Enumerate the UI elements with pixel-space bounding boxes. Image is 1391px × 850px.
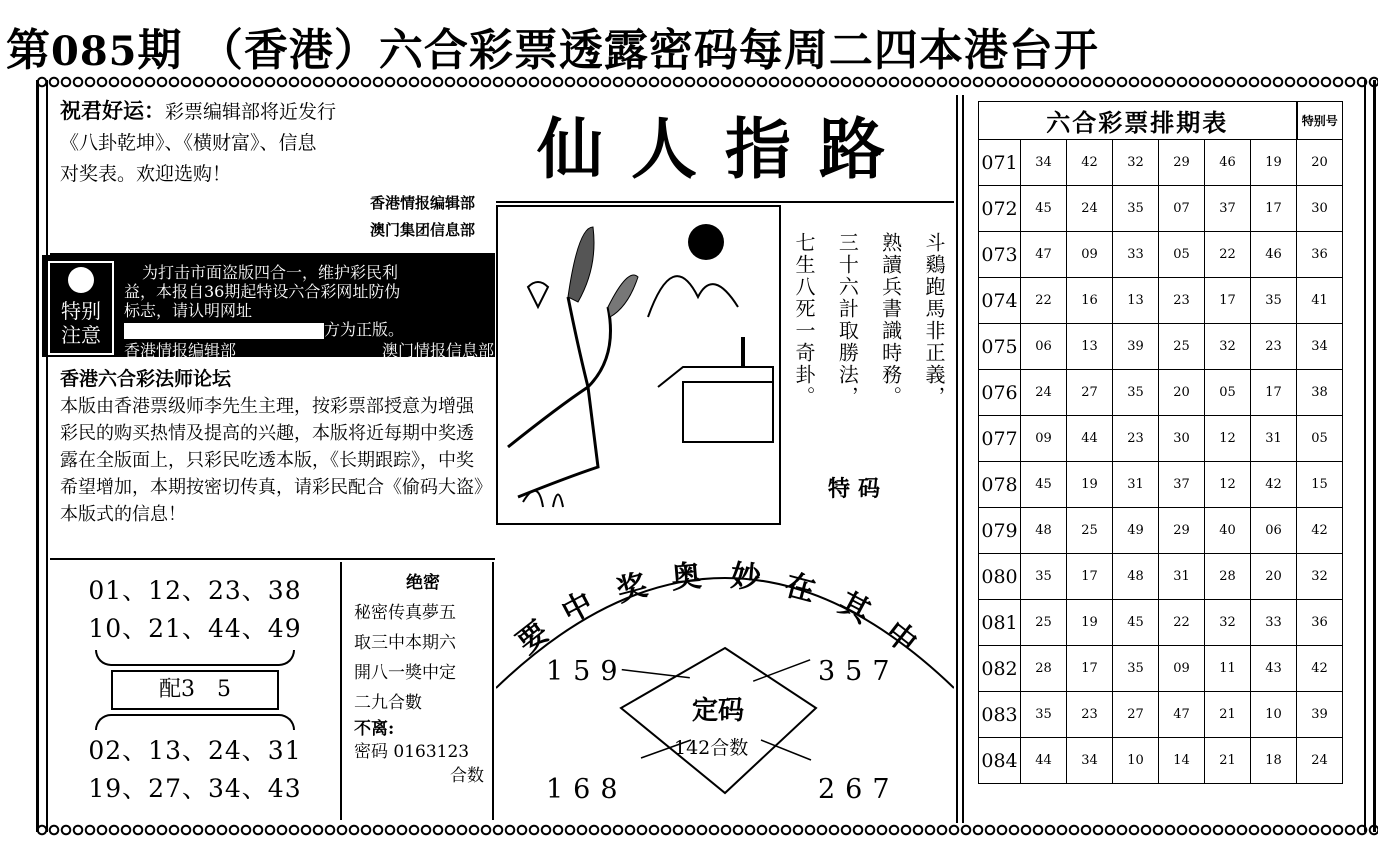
number-cell: 29 — [1159, 508, 1205, 554]
number-cell: 13 — [1067, 324, 1113, 370]
number-cell: 32 — [1113, 140, 1159, 186]
number-cell: 06 — [1021, 324, 1067, 370]
notice-text — [124, 263, 494, 360]
url-blank — [124, 323, 324, 339]
special-number-cell: 32 — [1297, 554, 1343, 600]
number-cell: 44 — [1021, 738, 1067, 784]
masthead-title: 仙人指路 — [496, 95, 954, 203]
issue-cell: 081 — [979, 600, 1021, 646]
schedule-panel — [968, 95, 1360, 823]
poem — [785, 232, 953, 462]
issue-cell: 082 — [979, 646, 1021, 692]
number-cell: 24 — [1067, 186, 1113, 232]
special-number-cell: 38 — [1297, 370, 1343, 416]
column-divider — [956, 95, 964, 823]
forum-body: 本版由香港票级师李先生主理，按彩票部授意为增强彩民的购买热情及提高的兴趣，本版将近每期中奖透露在全版面上，只彩民吃透本版，《长期跟踪》，中奖希望增加，本期按密切传真，请彩民配合《偷码大盗》本版式的信息！ — [60, 396, 483, 525]
number-cell: 19 — [1067, 462, 1113, 508]
tree-trunk — [508, 297, 611, 497]
number-cell: 47 — [1159, 692, 1205, 738]
numbers-row3: 02、13、24、31 — [88, 736, 302, 765]
schedule-row — [979, 646, 1343, 692]
secret-panel — [344, 562, 494, 820]
special-number-cell: 20 — [1297, 140, 1343, 186]
left-border — [36, 80, 48, 832]
number-cell: 19 — [1251, 140, 1297, 186]
number-cell: 17 — [1067, 646, 1113, 692]
slogan-char-1: 要 — [510, 614, 556, 661]
slogan-char-6: 在 — [781, 567, 820, 610]
special-number-cell: 30 — [1297, 186, 1343, 232]
tree-house-illustration — [498, 207, 779, 523]
schedule-row — [979, 324, 1343, 370]
number-cell: 23 — [1113, 416, 1159, 462]
schedule-row — [979, 186, 1343, 232]
issue-cell: 073 — [979, 232, 1021, 278]
number-cell: 35 — [1021, 692, 1067, 738]
moon-icon — [688, 224, 724, 260]
leaf-2 — [608, 275, 638, 317]
greeting-line1: 彩票编辑部将近发行 — [165, 101, 337, 123]
number-cell: 22 — [1159, 600, 1205, 646]
special-notice — [42, 255, 495, 360]
number-cell: 14 — [1159, 738, 1205, 784]
number-cell: 12 — [1205, 416, 1251, 462]
schedule-row — [979, 416, 1343, 462]
number-cell: 13 — [1113, 278, 1159, 324]
slogan-char-5: 妙 — [729, 558, 763, 597]
right-border — [1364, 80, 1376, 832]
number-cell: 12 — [1205, 462, 1251, 508]
number-cell: 34 — [1021, 140, 1067, 186]
number-cell: 46 — [1251, 232, 1297, 278]
secret-l6: 密码 0163123 — [354, 742, 470, 762]
issue-cell: 084 — [979, 738, 1021, 784]
issue-cell: 072 — [979, 186, 1021, 232]
arc-section — [496, 528, 954, 820]
number-cell: 17 — [1067, 554, 1113, 600]
schedule-row — [979, 508, 1343, 554]
number-cell: 33 — [1251, 600, 1297, 646]
special-number-cell: 34 — [1297, 324, 1343, 370]
bottom-wave-border — [36, 824, 1378, 836]
pair-box: 配3 5 — [111, 670, 279, 710]
number-cell: 22 — [1021, 278, 1067, 324]
greeting-line3: 对奖表。欢迎选购！ — [60, 163, 232, 185]
number-cell: 32 — [1205, 324, 1251, 370]
poem-col2: 熟讀兵書識時務。 — [878, 232, 903, 408]
number-cell: 25 — [1067, 508, 1113, 554]
number-cell: 31 — [1113, 462, 1159, 508]
notice-line2: 益，本报自36期起特设六合彩网址防伪 — [124, 282, 401, 301]
schedule-table — [978, 101, 1343, 784]
schedule-row — [979, 232, 1343, 278]
issue-cell: 078 — [979, 462, 1021, 508]
secret-title: 绝密 — [406, 573, 440, 593]
corner-br: 267 — [818, 774, 900, 805]
forum-title: 香港六合彩法师论坛 — [60, 368, 232, 390]
number-cell: 32 — [1205, 600, 1251, 646]
numbers-row4: 19、27、34、43 — [88, 774, 302, 803]
number-cell: 35 — [1113, 646, 1159, 692]
bulb-icon — [68, 267, 94, 293]
number-cell: 37 — [1205, 186, 1251, 232]
issue-cell: 083 — [979, 692, 1021, 738]
schedule-row — [979, 462, 1343, 508]
number-cell: 17 — [1251, 370, 1297, 416]
poem-col4: 七生八死一奇卦。 — [792, 232, 816, 408]
slogan-char-8: 中 — [878, 614, 924, 661]
number-cell: 35 — [1251, 278, 1297, 324]
notice-line4 — [124, 320, 494, 339]
greeting-line2: 《八卦乾坤》、《横财富》、信息 — [60, 132, 317, 154]
greeting-label: 祝君好运： — [60, 98, 165, 123]
number-cell: 05 — [1205, 370, 1251, 416]
secret-l7: 合数 — [450, 766, 484, 786]
number-cell: 21 — [1205, 738, 1251, 784]
number-cell: 16 — [1067, 278, 1113, 324]
special-number-cell: 36 — [1297, 600, 1343, 646]
issue-prefix: 第 — [6, 25, 51, 76]
headline-title: （香港）六合彩票透露密码每周二四本港台开 — [198, 25, 1099, 76]
issue-cell: 071 — [979, 140, 1021, 186]
top-wave-border — [36, 76, 1378, 88]
schedule-row — [979, 692, 1343, 738]
secret-l3: 開八一獎中定 — [354, 663, 456, 683]
issue-cell: 074 — [979, 278, 1021, 324]
number-cell: 40 — [1205, 508, 1251, 554]
number-cell: 29 — [1159, 140, 1205, 186]
number-cell: 23 — [1067, 692, 1113, 738]
number-cell: 35 — [1021, 554, 1067, 600]
brace-up — [95, 714, 295, 730]
number-cell: 22 — [1205, 232, 1251, 278]
number-cell: 21 — [1205, 692, 1251, 738]
poem-col1: 斗鷄跑馬非正義， — [921, 232, 946, 408]
number-cell: 10 — [1113, 738, 1159, 784]
special-number-cell: 24 — [1297, 738, 1343, 784]
corner-bl: 168 — [546, 774, 628, 805]
issue-cell: 076 — [979, 370, 1021, 416]
number-cell: 46 — [1205, 140, 1251, 186]
number-cell: 48 — [1021, 508, 1067, 554]
schedule-row — [979, 370, 1343, 416]
number-cell: 24 — [1021, 370, 1067, 416]
number-cell: 05 — [1159, 232, 1205, 278]
mountain-line — [648, 276, 738, 317]
house-roof — [658, 367, 773, 387]
number-cell: 28 — [1021, 646, 1067, 692]
number-cell: 25 — [1159, 324, 1205, 370]
issue-suffix: 期 — [137, 25, 183, 76]
number-cell: 44 — [1067, 416, 1113, 462]
corner-tr: 357 — [818, 656, 900, 687]
special-label: 特别号 — [1297, 102, 1343, 140]
special-number-cell: 15 — [1297, 462, 1343, 508]
number-cell: 17 — [1251, 186, 1297, 232]
grass — [523, 491, 563, 507]
numbers-row2: 10、21、44、49 — [88, 614, 302, 643]
number-cell: 25 — [1021, 600, 1067, 646]
number-cell: 35 — [1113, 186, 1159, 232]
number-cell: 27 — [1113, 692, 1159, 738]
brace-down — [95, 650, 295, 666]
greeting-sign2: 澳门集团信息部 — [369, 221, 475, 239]
number-cell: 09 — [1159, 646, 1205, 692]
number-cell: 28 — [1205, 554, 1251, 600]
number-cell: 33 — [1113, 232, 1159, 278]
slogan-char-2: 中 — [556, 585, 600, 631]
schedule-header — [979, 102, 1343, 140]
corner-tl: 159 — [546, 656, 628, 687]
number-cell: 10 — [1251, 692, 1297, 738]
notice-side-bottom: 注意 — [61, 323, 101, 347]
notice-side-top: 特别 — [61, 299, 101, 323]
number-cell: 07 — [1159, 186, 1205, 232]
number-cell: 34 — [1067, 738, 1113, 784]
secret-l4: 二九合數 — [354, 693, 422, 713]
number-cell: 37 — [1159, 462, 1205, 508]
leaf-1 — [568, 227, 594, 302]
notice-line3: 标志，请认明网址 — [124, 301, 253, 320]
notice-side-label — [48, 261, 114, 355]
slogan-char-7: 其 — [832, 585, 876, 631]
number-cell: 20 — [1251, 554, 1297, 600]
schedule-row — [979, 738, 1343, 784]
number-cell: 23 — [1159, 278, 1205, 324]
notice-line4-suffix: 方为正版。 — [324, 320, 405, 339]
number-cell: 47 — [1021, 232, 1067, 278]
headline — [6, 14, 1391, 76]
number-cell: 42 — [1067, 140, 1113, 186]
illustration — [496, 205, 781, 525]
poem-col3: 三十六計取勝法， — [835, 232, 860, 408]
number-cell: 06 — [1251, 508, 1297, 554]
number-cell: 19 — [1067, 600, 1113, 646]
special-number-cell: 41 — [1297, 278, 1343, 324]
center-sub: 142合数 — [674, 737, 749, 759]
greeting-panel — [50, 95, 495, 255]
tema-label: 特码 — [828, 476, 889, 502]
issue-cell: 079 — [979, 508, 1021, 554]
number-cell: 11 — [1205, 646, 1251, 692]
house-wall — [683, 382, 773, 442]
numbers-row1: 01、12、23、38 — [88, 576, 302, 605]
number-cell: 42 — [1251, 462, 1297, 508]
issue-cell: 075 — [979, 324, 1021, 370]
number-cell: 45 — [1021, 462, 1067, 508]
number-cell: 23 — [1251, 324, 1297, 370]
number-cell: 20 — [1159, 370, 1205, 416]
number-cell: 18 — [1251, 738, 1297, 784]
number-cell: 43 — [1251, 646, 1297, 692]
notice-line1: 为打击市面盗版四合一，维护彩民利 — [142, 263, 399, 282]
number-cell: 17 — [1205, 278, 1251, 324]
number-cell: 31 — [1159, 554, 1205, 600]
number-cell: 30 — [1159, 416, 1205, 462]
special-number-cell: 05 — [1297, 416, 1343, 462]
schedule-row — [979, 140, 1343, 186]
schedule-row — [979, 278, 1343, 324]
notice-footer — [124, 341, 494, 360]
secret-l5: 不离: — [354, 719, 395, 739]
number-cell: 31 — [1251, 416, 1297, 462]
schedule-title: 六合彩票排期表 — [979, 102, 1297, 140]
number-cell: 49 — [1113, 508, 1159, 554]
number-cell: 09 — [1067, 232, 1113, 278]
number-groups — [50, 562, 342, 820]
number-cell: 09 — [1021, 416, 1067, 462]
notice-foot-left: 香港情报编辑部 — [124, 341, 237, 360]
center-title: 定码 — [692, 696, 745, 726]
number-cell: 45 — [1113, 600, 1159, 646]
greeting-sign1: 香港情报编辑部 — [369, 194, 475, 212]
schedule-row — [979, 600, 1343, 646]
number-cell: 45 — [1021, 186, 1067, 232]
special-number-cell: 36 — [1297, 232, 1343, 278]
issue-cell: 080 — [979, 554, 1021, 600]
number-cell: 39 — [1113, 324, 1159, 370]
branch-hand — [528, 282, 548, 307]
slogan-char-3: 奖 — [612, 567, 651, 610]
number-cell: 35 — [1113, 370, 1159, 416]
special-number-cell: 42 — [1297, 646, 1343, 692]
issue-number: 085 — [51, 28, 138, 75]
special-number-cell: 42 — [1297, 508, 1343, 554]
number-cell: 48 — [1113, 554, 1159, 600]
notice-foot-right: 澳门情报信息部 — [381, 341, 494, 360]
slogan-char-4: 奥 — [669, 558, 703, 597]
number-cell: 27 — [1067, 370, 1113, 416]
issue-cell: 077 — [979, 416, 1021, 462]
secret-l2: 取三中本期六 — [354, 633, 456, 653]
secret-l1: 秘密传真夢五 — [354, 603, 456, 623]
forum-panel — [50, 365, 495, 560]
schedule-row — [979, 554, 1343, 600]
special-number-cell: 39 — [1297, 692, 1343, 738]
